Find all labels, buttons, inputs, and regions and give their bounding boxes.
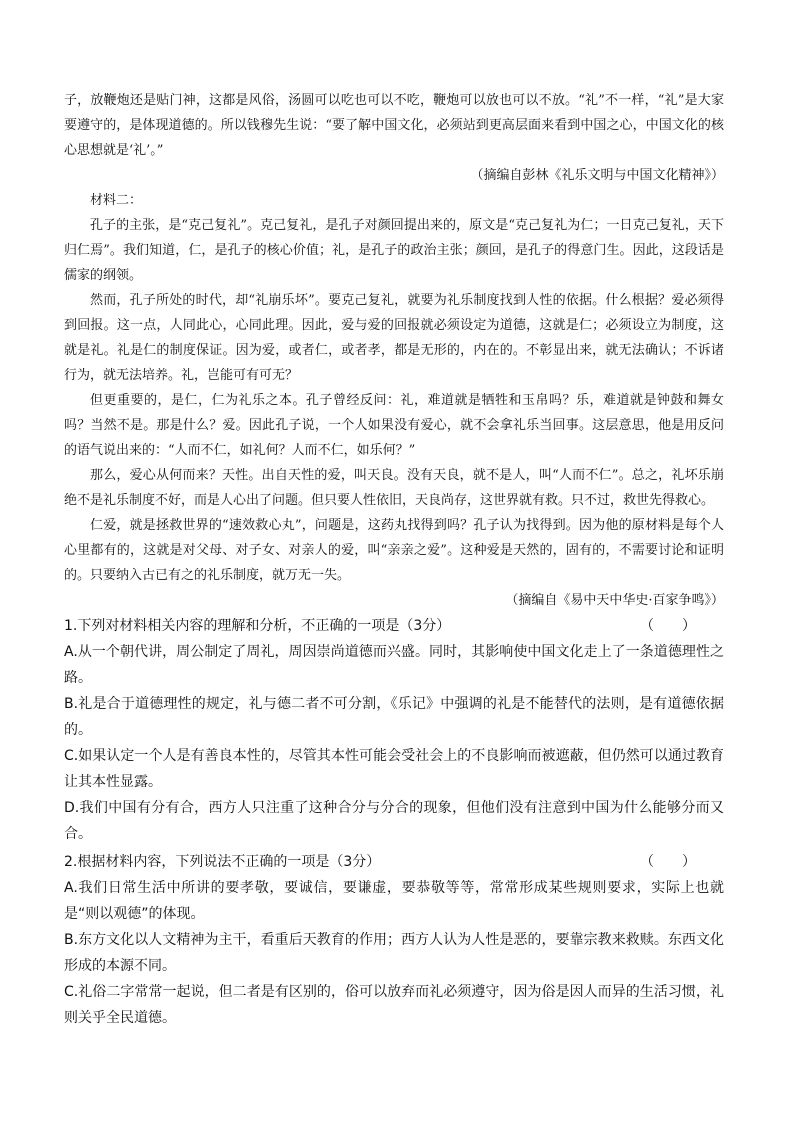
exam-page — [64, 88, 724, 1031]
material2-paragraph: 然而，孔子所处的时代，却“礼崩乐坏”。要克己复礼，就要为礼乐制度找到人性的依据。什么根据？爱必须得到回报。这一点，人同此心，心同此理。因此，爱与爱的回报就必须设定为道德，这就是仁；必须设立为制度，这就是礼。礼是仁的制度保证。因为爱，或者仁，或者孝，都是无形的，内在的。不彰显出来，就无法确认；不诉诸行为，就无法培养。礼，岂能可有可无？ — [64, 293, 724, 383]
material2-source: （摘编自《易中天中华史·百家争鸣》） — [505, 593, 724, 608]
question-2-option-b: B.东方文化以人文精神为主干，看重后天教育的作用；西方人认为人性是恶的，要靠宗教来救赎。东西文化形成的本源不同。 — [64, 932, 724, 974]
question-2-option-a: A.我们日常生活中所讲的要孝敬，要诚信，要谦虚，要恭敬等等，常常形成某些规则要求，实际上也就是“则以观德”的体现。 — [64, 880, 724, 922]
question-2-answer-blank: （ ） — [640, 854, 696, 870]
material1-tail-paragraph: 子，放鞭炮还是贴门神，这都是风俗，汤圆可以吃也可以不吃，鞭炮可以放也可以不放。“礼”不一样，“礼”是大家要遵守的，是体现道德的。所以钱穆先生说：“要了解中国文化，必须站到更高层面来看到中国之心，中国文化的核心思想就是‘礼’。” — [64, 93, 724, 158]
question-1-text: 1.下列对材料相关内容的理解和分析，不正确的一项是（3分） — [64, 618, 451, 634]
question-1-option-d: D.我们中国有分有合，西方人只注重了这种合分与分合的现象，但他们没有注意到中国为什么能够分而又合。 — [64, 800, 724, 842]
question-1-option-c: C.如果认定一个人是有善良本性的，尽管其本性可能会受社会上的不良影响而被遮蔽，但仍然可以通过教育让其本性显露。 — [64, 748, 724, 790]
material2-paragraph: 孔子的主张，是“克己复礼”。克己复礼，是孔子对颜回提出来的，原文是“克己复礼为仁；一日克己复礼，天下归仁焉”。我们知道，仁，是孔子的核心价值；礼，是孔子的政治主张；颜回，是孔子的得意门生。因此，这段话是儒家的纲领。 — [64, 218, 724, 283]
question-1-option-b: B.礼是合于道德理性的规定，礼与德二者不可分割，《乐记》中强调的礼是不能替代的法则，是有道德依据的。 — [64, 696, 724, 738]
material1-source: （摘编自彭林《礼乐文明与中国文化精神》） — [470, 168, 724, 183]
question-2-stem — [64, 849, 724, 875]
material2-paragraph: 但更重要的，是仁，仁为礼乐之本。孔子曾经反问：礼，难道就是牺牲和玉帛吗？乐，难道就是钟鼓和舞女吗？当然不是。那是什么？爱。因此孔子说，一个人如果没有爱心，就不会拿礼乐当回事。这层意思，他是用反问的语气说出来的：“人而不仁，如礼何？人而不仁，如乐何？” — [64, 393, 724, 458]
material2-paragraph: 那么，爱心从何而来？天性。出自天性的爱，叫天良。没有天良，就不是人，叫“人而不仁”。总之，礼坏乐崩绝不是礼乐制度不好，而是人心出了问题。但只要人性依旧，天良尚存，这世界就有救。只不过，救世先得救心。 — [64, 468, 724, 508]
question-2-option-c: C.礼俗二字常常一起说，但二者是有区别的，俗可以放弃而礼必须遵守，因为俗是因人而异的生活习惯，礼则关乎全民道德。 — [64, 984, 724, 1026]
material2-paragraph: 仁爱，就是拯救世界的“速效救心丸”，问题是，这药丸找得到吗？孔子认为找得到。因为他的原材料是每个人心里都有的，这就是对父母、对子女、对亲人的爱，叫“亲亲之爱”。这种爱是天然的，固有的，不需要讨论和证明的。只要纳入古已有之的礼乐制度，就万无一失。 — [64, 518, 724, 583]
material2-label: 材料二： — [90, 193, 143, 208]
question-1-option-a: A.从一个朝代讲，周公制定了周礼，周因崇尚道德而兴盛。同时，其影响使中国文化走上了一条道德理性之路。 — [64, 644, 724, 686]
question-1-stem — [64, 613, 724, 639]
question-1-answer-blank: （ ） — [640, 618, 696, 634]
question-2-text: 2.根据材料内容，下列说法不正确的一项是（3分） — [64, 854, 381, 870]
